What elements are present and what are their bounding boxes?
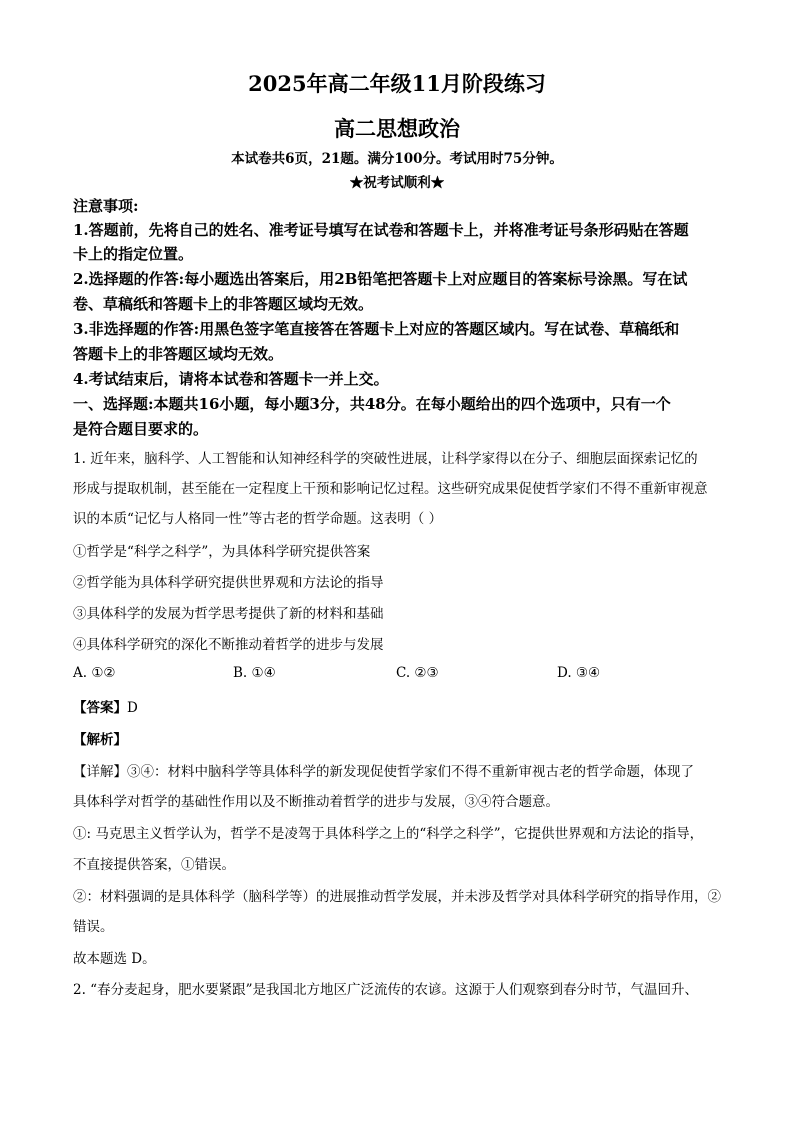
detail-text: ③④：材料中脑科学等具体科学的新发现促使哲学家们不得不重新审视古老的哲学命题，体现了 xyxy=(127,764,694,780)
detail-line: 不直接提供答案，①错误。 xyxy=(73,857,235,873)
answer-tag: 【答案】 xyxy=(73,700,127,716)
option-a: A. ①② xyxy=(73,665,116,681)
section-heading: 一、选择题:本题共16小题，每小题3分，共48分。在每小题给出的四个选项中，只有一个 xyxy=(73,395,671,413)
detail-line xyxy=(73,760,694,780)
detail-line: 故本题选 D。 xyxy=(73,951,156,967)
statement-4: ④具体科学研究的深化不断推动着哲学的进步与发展 xyxy=(73,637,384,653)
notice-line: 3.非选择题的作答:用黑色签字笔直接答在答题卡上对应的答题区域内。写在试卷、草稿纸和 xyxy=(73,320,680,338)
statement-1: ①哲学是“科学之科学”，为具体科学研究提供答案 xyxy=(73,544,371,560)
question-stem-line: 识的本质“记忆与人格同一性”等古老的哲学命题。这表明（ ） xyxy=(73,511,443,527)
answer-line xyxy=(73,696,138,716)
section-heading-cont: 是符合题目要求的。 xyxy=(73,420,209,438)
question-stem-line: 形成与提取机制，甚至能在一定程度上干预和影响记忆过程。这些研究成果促使哲学家们不得不重新审视意 xyxy=(73,481,708,497)
statement-3: ③具体科学的发展为哲学思考提供了新的材料和基础 xyxy=(73,606,384,622)
exam-info: 本试卷共6页，21题。满分100分。考试用时75分钟。 xyxy=(231,151,563,167)
notice-heading: 注意事项: xyxy=(73,197,139,215)
notice-line: 卷、草稿纸和答题卡上的非答题区域均无效。 xyxy=(73,295,374,313)
good-luck-line: ★祝考试顺利★ xyxy=(349,175,445,191)
notice-line: 1.答题前，先将自己的姓名、准考证号填写在试卷和答题卡上，并将准考证号条形码贴在答题 xyxy=(73,221,689,239)
question-stem-line: 1. 近年来，脑科学、人工智能和认知神经科学的突破性进展，让科学家得以在分子、细胞层面探索记忆的 xyxy=(73,451,698,467)
detail-line: ②：材料强调的是具体科学（脑科学等）的进展推动哲学发展，并未涉及哲学对具体科学研究的指导作用，② xyxy=(73,889,721,905)
detail-line: 错误。 xyxy=(73,919,114,935)
page-title: 2025年高二年级11月阶段练习 xyxy=(248,71,546,96)
detail-line: ①: 马克思主义哲学认为，哲学不是凌驾于具体科学之上的“科学之科学”，它提供世界观和方法论的指导， xyxy=(73,826,704,842)
notice-line: 卡上的指定位置。 xyxy=(73,245,194,263)
question2-stem-line: 2. “春分麦起身，肥水要紧跟”是我国北方地区广泛流传的农谚。这源于人们观察到春分时节，气温回升、 xyxy=(73,982,698,998)
notice-line: 答题卡上的非答题区域均无效。 xyxy=(73,345,284,363)
statement-2: ②哲学能为具体科学研究提供世界观和方法论的指导 xyxy=(73,575,384,591)
notice-line: 4.考试结束后，请将本试卷和答题卡一并上交。 xyxy=(73,370,389,388)
detail-tag: 【详解】 xyxy=(73,764,127,780)
option-b: B. ①④ xyxy=(233,665,276,681)
analysis-tag: 【解析】 xyxy=(73,732,127,748)
page-subtitle: 高二思想政治 xyxy=(334,116,460,141)
option-d: D. ③④ xyxy=(557,665,601,681)
option-c: C. ②③ xyxy=(396,665,439,681)
notice-line: 2.选择题的作答:每小题选出答案后，用2B铅笔把答题卡上对应题目的答案标号涂黑。写在试 xyxy=(73,270,688,288)
answer-value: D xyxy=(127,700,138,716)
detail-line: 具体科学对哲学的基础性作用以及不断推动着哲学的进步与发展，③④符合题意。 xyxy=(73,794,559,810)
